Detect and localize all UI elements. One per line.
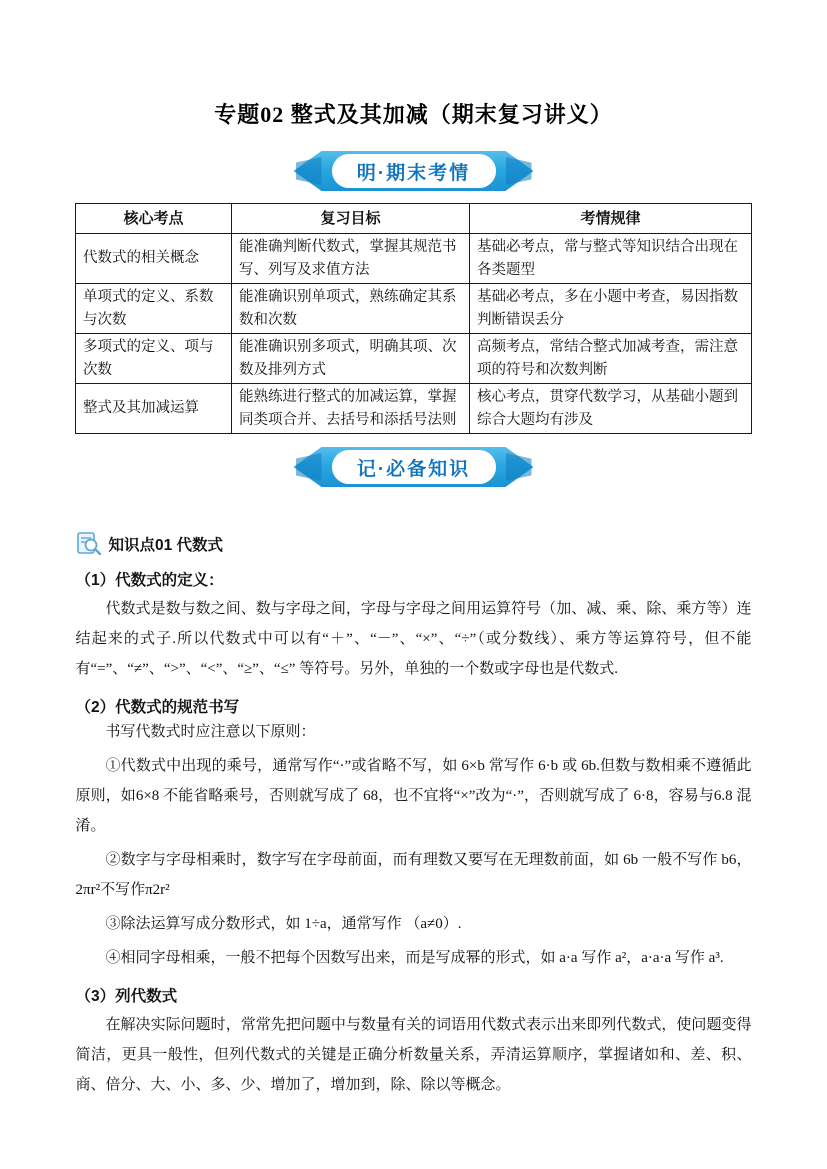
cell-review-goal: 能准确判断代数式，掌握其规范书写、列写及求值方法: [232, 234, 470, 284]
rule-item-4: ④相同字母相乘，一般不把每个因数写出来，而是写成幂的形式，如 a·a 写作 a²，a·a·a 写作 a³.: [105, 950, 724, 966]
cell-review-goal: 能准确识别多项式，明确其项、次数及排列方式: [232, 334, 470, 384]
section-3-body: 在解决实际问题时，常常先把问题中与数量有关的词语用代数式表示出来即列代数式，使问题变得简洁，更具一般性，但列代数式的关键是正确分析数量关系，弄清运算顺序，掌握诸如和、差、积、商、倍分、大、小、多、少、增加了，增加到，除、除以等概念。: [75, 1017, 752, 1093]
banner-label-pill: [332, 450, 496, 484]
col-header-review-goal: 复习目标: [232, 204, 470, 234]
cell-exam-pattern: 基础必考点，常与整式等知识结合出现在各类题型: [470, 234, 752, 284]
table-header-row: [76, 204, 752, 234]
table-row: [76, 334, 752, 384]
col-header-core-point: 核心考点: [76, 204, 232, 234]
cell-review-goal: 能准确识别单项式，熟练确定其系数和次数: [232, 284, 470, 334]
banner-left-fold: [296, 157, 322, 185]
knowledge-content: [76, 531, 752, 1100]
rule-item-2: ②数字与字母相乘时，数字写在字母前面，而有理数又要写在无理数前面，如 6b 一般不写作 b6，2πr²不写作π2r²: [75, 852, 752, 898]
table-row: [76, 384, 752, 434]
cell-exam-pattern: 高频考点，常结合整式加减考查，需注意项的符号和次数判断: [470, 334, 752, 384]
cell-review-goal: 能熟练进行整式的加减运算，掌握同类项合并、去括号和添括号法则: [232, 384, 470, 434]
banner-exam-info-label: 明·期末考情: [356, 162, 471, 184]
cell-exam-pattern: 基础必考点，多在小题中考查，易因指数判断错误丢分: [470, 284, 752, 334]
cell-core-point: 单项式的定义、系数与次数: [76, 284, 232, 334]
cell-exam-pattern: 核心考点，贯穿代数学习，从基础小题到综合大题均有涉及: [470, 384, 752, 434]
cell-core-point: 代数式的相关概念: [76, 234, 232, 284]
page-title: 专题02 整式及其加减（期末复习讲义）: [214, 102, 613, 127]
knowledge-point-heading: [76, 531, 752, 557]
banner-exam-info: [294, 151, 534, 191]
knowledge-point-title: 知识点01 代数式: [108, 537, 224, 554]
cell-core-point: 整式及其加减运算: [76, 384, 232, 434]
table-row: [76, 234, 752, 284]
banner-knowledge: [294, 447, 534, 487]
book-magnifier-icon: [76, 531, 102, 557]
banner-right-fold: [506, 453, 532, 481]
banner-left-fold: [296, 453, 322, 481]
rule-item-1: ①代数式中出现的乘号，通常写作“·”或省略不写，如 6×b 常写作 6·b 或 6b.但数与数相乘不遵循此原则，如6×8 不能省略乘号，否则就写成了 68，也不宜将“×”改为“·”，否则就写成了 6·8，容易与6.8 混淆。: [75, 758, 752, 834]
banner-knowledge-label: 记·必备知识: [356, 458, 471, 480]
table-row: [76, 284, 752, 334]
section-1-body: 代数式是数与数之间、数与字母之间，字母与字母之间用运算符号（加、减、乘、除、乘方等）连结起来的式子.所以代数式中可以有“＋”、“－”、“×”、“÷”（或分数线）、乘方等运算符号，但不能有“=”、“≠”、“>”、“<”、“≥”、“≤” 等符号。另外，单独的一个数或字母也是代数式.: [75, 601, 752, 677]
col-header-exam-pattern: 考情规律: [470, 204, 752, 234]
section-3-title: （3）列代数式: [75, 988, 178, 1005]
section-2-intro: 书写代数式时应注意以下原则：: [105, 724, 316, 740]
banner-label-pill: [332, 154, 496, 188]
exam-overview-table: [75, 203, 752, 434]
section-2-title: （2）代数式的规范书写: [75, 699, 240, 716]
section-1-title: （1）代数式的定义：: [75, 572, 224, 589]
rule-item-3: ③除法运算写成分数形式，如 1÷a，通常写作 （a≠0）.: [105, 916, 462, 932]
banner-right-fold: [506, 157, 532, 185]
cell-core-point: 多项式的定义、项与次数: [76, 334, 232, 384]
